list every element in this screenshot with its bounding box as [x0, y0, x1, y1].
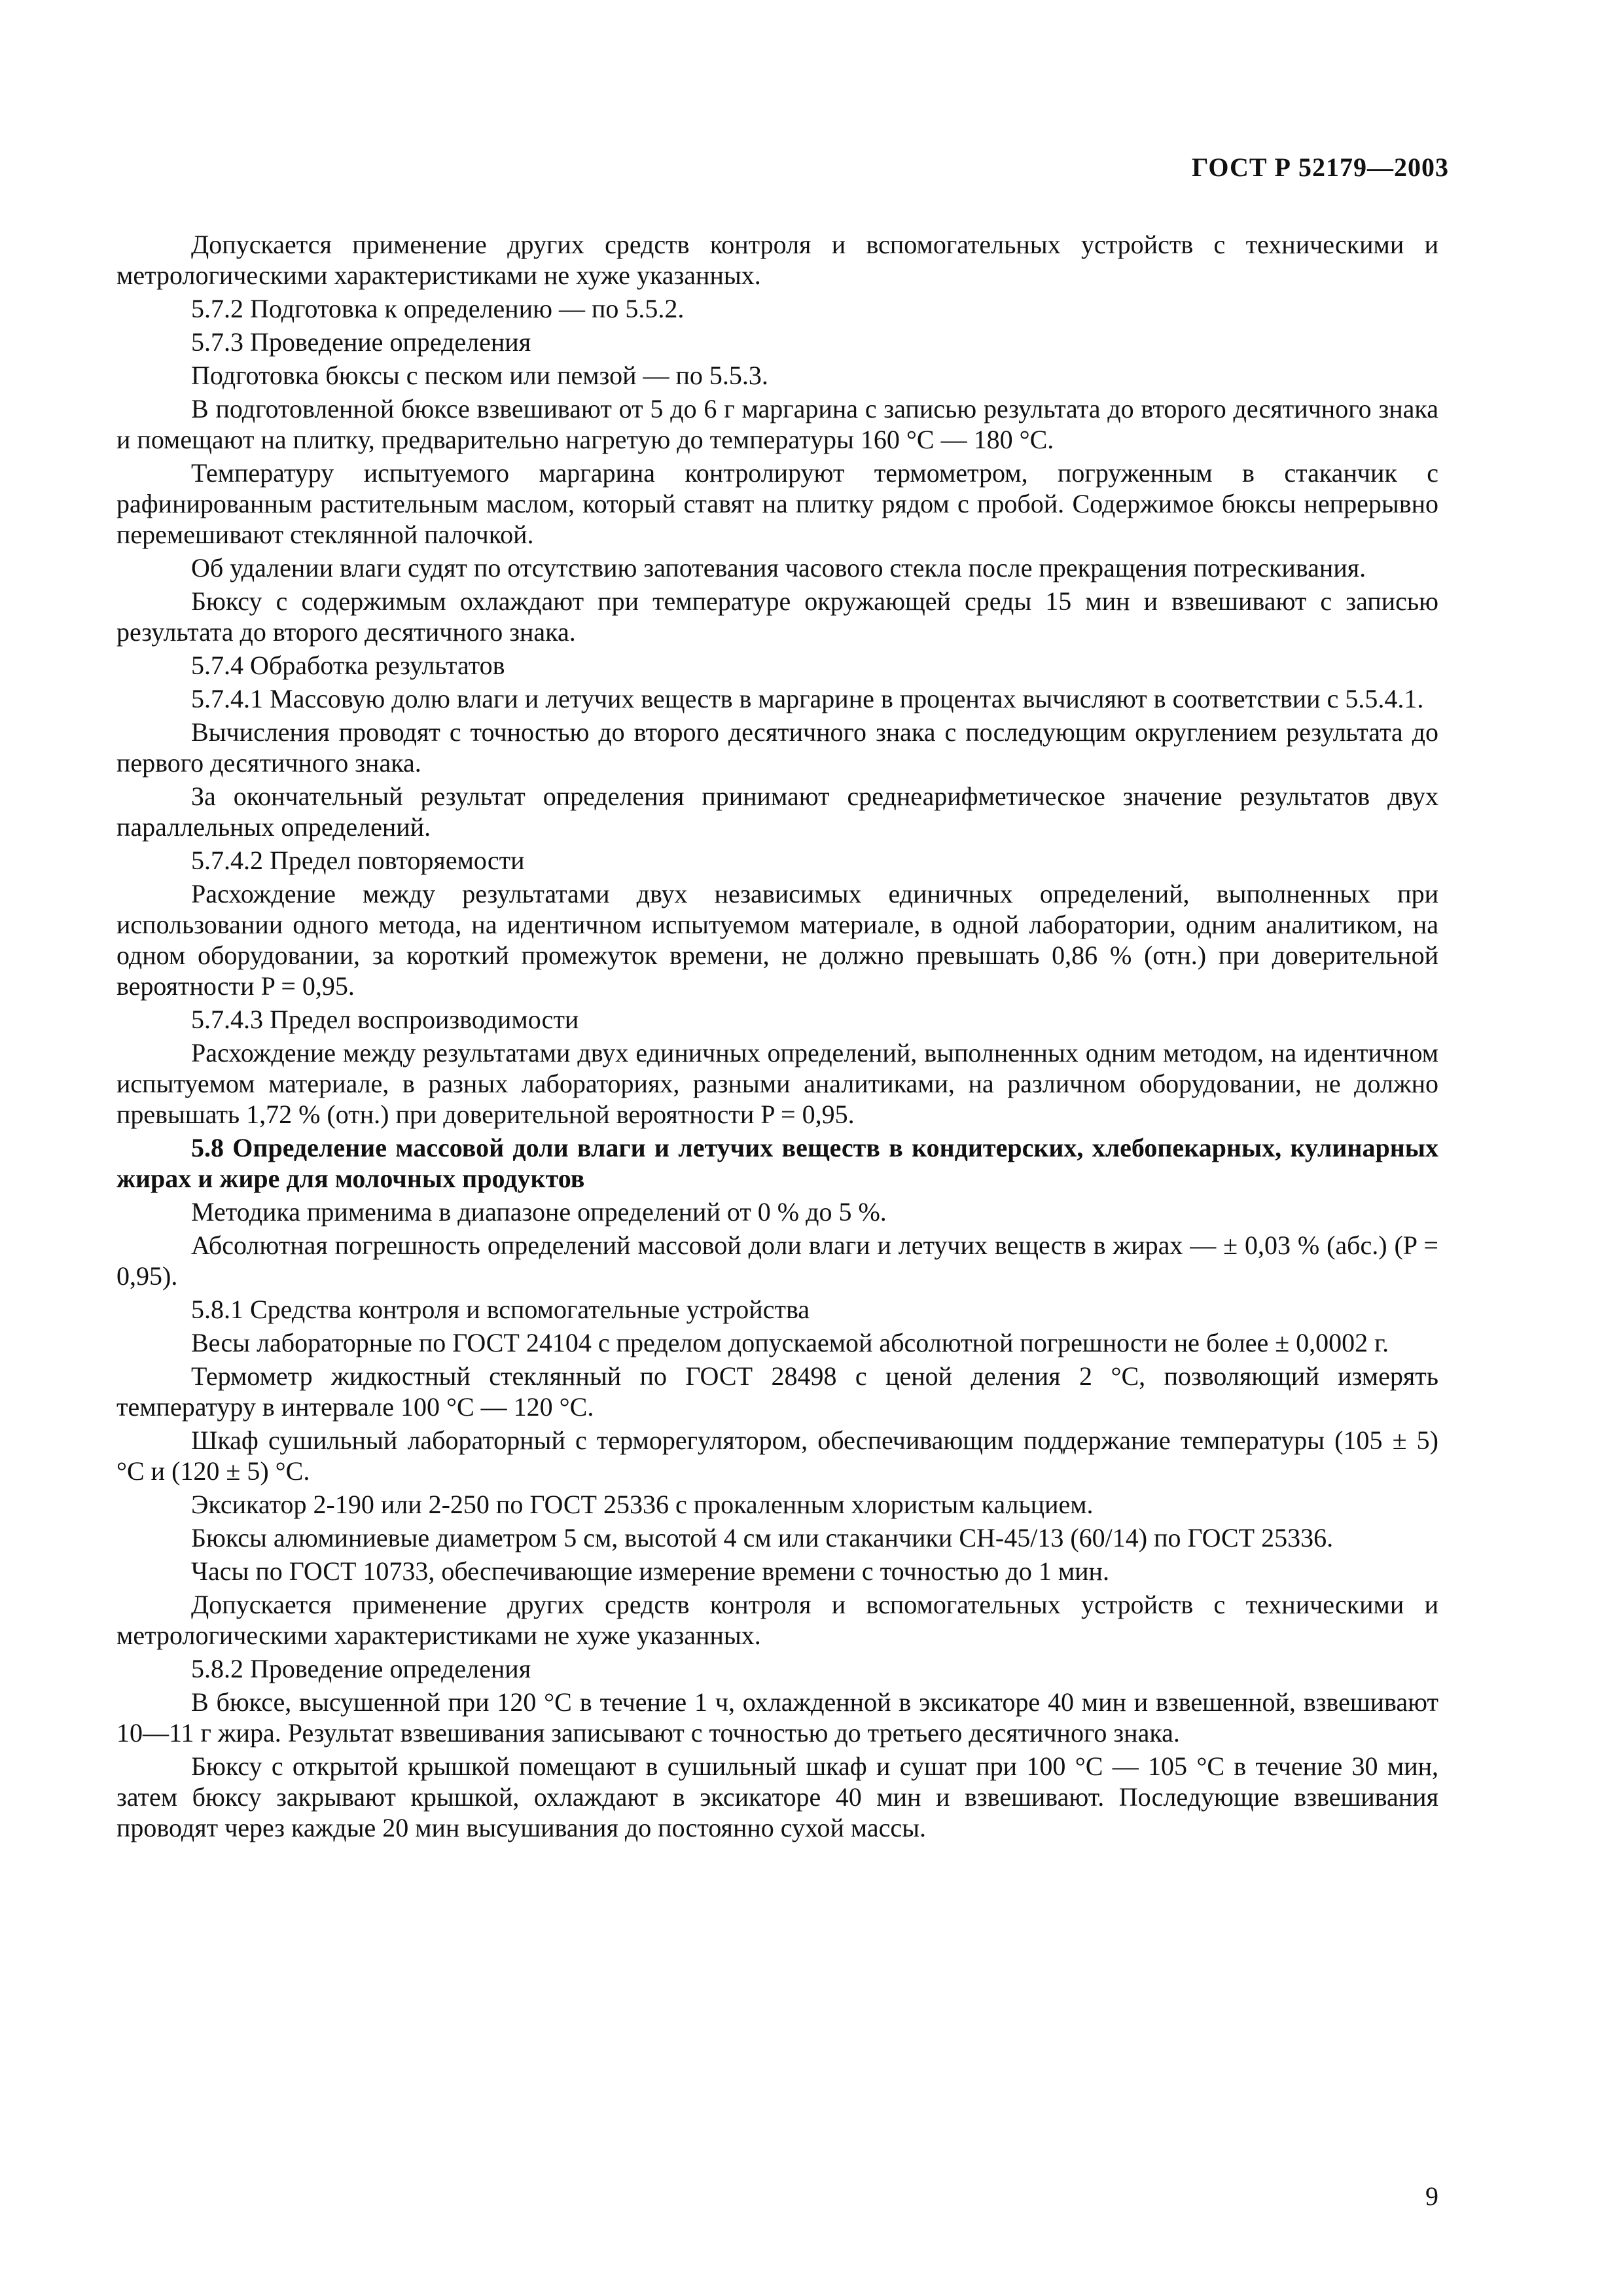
paragraph: Методика применима в диапазоне определений от 0 % до 5 %.	[191, 1197, 887, 1227]
paragraph: Температуру испытуемого маргарина контролируют термометром, погруженным в стаканчик с рафинированным растительным маслом, который ставят на плитку рядом с пробой. Содержимое бюксы непрерывно перемешивают стеклянной палочкой.	[116, 458, 1438, 549]
paragraph: 5.7.4.2 Предел повторяемости	[191, 846, 525, 875]
paragraph: 5.7.3 Проведение определения	[191, 327, 531, 357]
paragraph: Вычисления проводят с точностью до второго десятичного знака с последующим округлением результата до первого десятичного знака.	[116, 717, 1438, 778]
paragraph: За окончательный результат определения принимают среднеарифметическое значение результатов двух параллельных определений.	[116, 781, 1438, 842]
page-number: 9	[1425, 2181, 1438, 2211]
paragraph: Шкаф сушильный лабораторный с терморегулятором, обеспечивающим поддержание температуры (105 ± 5) °С и (120 ± 5) °С.	[116, 1426, 1438, 1486]
paragraph: Термометр жидкостный стеклянный по ГОСТ 28498 с ценой деления 2 °С, позволяющий измерять температуру в интервале 100 °С — 120 °С.	[116, 1361, 1438, 1422]
paragraph: Допускается применение других средств контроля и вспомогательных устройств с техническими и метрологическими характеристиками не хуже указанных.	[116, 1590, 1438, 1650]
paragraph: В бюксе, высушенной при 120 °С в течение 1 ч, охлажденной в эксикаторе 40 мин и взвешенной, взвешивают 10—11 г жира. Результат взвешивания записывают с точностью до третьего десятичного знака.	[116, 1687, 1438, 1748]
paragraph: Об удалении влаги судят по отсутствию запотевания часового стекла после прекращения потрескивания.	[191, 553, 1366, 583]
paragraph: Бюксу с открытой крышкой помещают в сушильный шкаф и сушат при 100 °С — 105 °С в течение 30 мин, затем бюксу закрывают крышкой, охлаждают в эксикаторе 40 мин и взвешивают. Последующие взвешивания проводят через каждые 20 мин высушивания до постоянно сухой массы.	[116, 1751, 1438, 1842]
document-id-header: ГОСТ Р 52179—2003	[1191, 152, 1449, 182]
paragraph: Бюксы алюминиевые диаметром 5 см, высотой 4 см или стаканчики СН-45/13 (60/14) по ГОСТ 25336.	[191, 1523, 1334, 1552]
paragraph: Эксикатор 2-190 или 2-250 по ГОСТ 25336 с прокаленным хлористым кальцием.	[191, 1490, 1094, 1519]
paragraph: Абсолютная погрешность определений массовой доли влаги и летучих веществ в жирах — ± 0,03 % (абс.) (P = 0,95).	[116, 1230, 1438, 1291]
document-body	[116, 229, 1438, 1846]
paragraph: Бюксу с содержимым охлаждают при температуре окружающей среды 15 мин и взвешивают с записью результата до второго десятичного знака.	[116, 586, 1438, 647]
paragraph: Весы лабораторные по ГОСТ 24104 с пределом допускаемой абсолютной погрешности не более ± 0,0002 г.	[191, 1328, 1389, 1357]
paragraph: 5.8.1 Средства контроля и вспомогательные устройства	[191, 1295, 810, 1324]
paragraph: Допускается применение других средств контроля и вспомогательных устройств с техническими и метрологическими характеристиками не хуже указанных.	[116, 230, 1438, 290]
paragraph: 5.7.4.3 Предел воспроизводимости	[191, 1005, 579, 1034]
paragraph: 5.7.2 Подготовка к определению — по 5.5.2.	[191, 294, 685, 323]
paragraph: 5.7.4.1 Массовую долю влаги и летучих веществ в маргарине в процентах вычисляют в соответствии с 5.5.4.1.	[191, 684, 1424, 713]
paragraph: 5.7.4 Обработка результатов	[191, 651, 505, 680]
paragraph: В подготовленной бюксе взвешивают от 5 до 6 г маргарина с записью результата до второго десятичного знака и помещают на плитку, предварительно нагретую до температуры 160 °С — 180 °С.	[116, 394, 1438, 454]
paragraph: Подготовка бюксы с песком или пемзой — по 5.5.3.	[191, 361, 768, 390]
paragraph: 5.8.2 Проведение определения	[191, 1654, 531, 1683]
paragraph: Часы по ГОСТ 10733, обеспечивающие измерение времени с точностью до 1 мин.	[191, 1556, 1109, 1586]
paragraph: Расхождение между результатами двух независимых единичных определений, выполненных при использовании одного метода, на идентичном испытуемом материале, в одной лаборатории, одним аналитиком, на одном оборудовании, за короткий промежуток времени, не должно превышать 0,86 % (отн.) при доверительной вероятности P = 0,95.	[116, 879, 1438, 1001]
paragraph: Расхождение между результатами двух единичных определений, выполненных одним методом, на идентичном испытуемом материале, в разных лабораториях, разными аналитиками, на различном оборудовании, не должно превышать 1,72 % (отн.) при доверительной вероятности P = 0,95.	[116, 1038, 1438, 1129]
section-heading: 5.8 Определение массовой доли влаги и летучих веществ в кондитерских, хлебопекарных, кулинарных жирах и жире для молочных продуктов	[116, 1133, 1438, 1193]
